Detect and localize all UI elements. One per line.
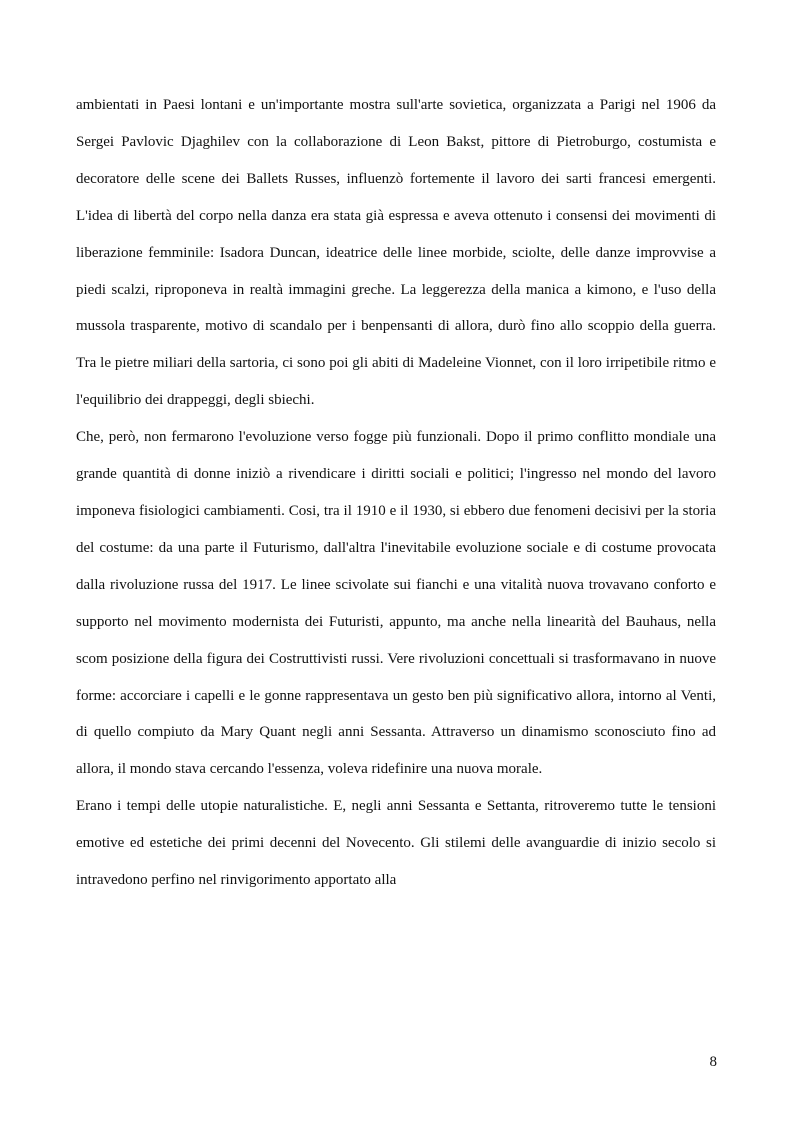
- paragraph-3: Erano i tempi delle utopie naturalistiche. E, negli anni Sessanta e Settanta, ritroveremo tutte le tensioni emotive ed estetiche dei primi decenni del Novecento. Gli stilemi delle avanguardie di inizio secolo si intravedono perfino nel rinvigorimento apportato alla: [76, 798, 716, 889]
- body-text: [76, 87, 716, 899]
- paragraph-1: ambientati in Paesi lontani e un'importante mostra sull'arte sovietica, organizzata a Parigi nel 1906 da Sergei Pavlovic Djaghilev con la collaborazione di Leon Bakst, pittore di Pietroburgo, costumista e decoratore delle scene dei Ballets Russes, influenzò fortemente il lavoro dei sarti francesi emergenti. L'idea di libertà del corpo nella danza era stata già espressa e aveva ottenuto i consensi dei movimenti di liberazione femminile: Isadora Duncan, ideatrice delle linee morbide, sciolte, delle danze improvvise a piedi scalzi, riproponeva in realtà immagini greche. La leggerezza della manica a kimono, e l'uso della mussola trasparente, motivo di scandalo per i benpensanti di allora, durò fino allo scoppio della guerra. Tra le pietre miliari della sartoria, ci sono poi gli abiti di Madeleine Vionnet, con il loro irripetibile ritmo e l'equilibrio dei drappeggi, degli sbiechi.: [76, 97, 716, 409]
- page-number: 8: [709, 1054, 717, 1070]
- paragraph-2: Che, però, non fermarono l'evoluzione verso fogge più funzionali. Dopo il primo conflitto mondiale una grande quantità di donne iniziò a rivendicare i diritti sociali e politici; l'ingresso nel mondo del lavoro imponeva fisiologici cambiamenti. Cosi, tra il 1910 e il 1930, si ebbero due fenomeni decisivi per la storia del costume: da una parte il Futurismo, dall'altra l'inevitabile evoluzione sociale e di costume provocata dalla rivoluzione russa del 1917. Le linee scivolate sui fianchi e una vitalità nuova trovavano conforto e supporto nel movimento modernista dei Futuristi, appunto, ma anche nella linearità del Bauhaus, nella scom posizione della figura dei Costruttivisti russi. Vere rivoluzioni concettuali si trasformavano in nuove forme: accorciare i capelli e le gonne rappresentava un gesto ben più significativo allora, intorno al Venti, di quello compiuto da Mary Quant negli anni Sessanta. Attraverso un dinamismo sconosciuto fino ad allora, il mondo stava cercando l'essenza, voleva ridefinire una nuova morale.: [76, 429, 716, 778]
